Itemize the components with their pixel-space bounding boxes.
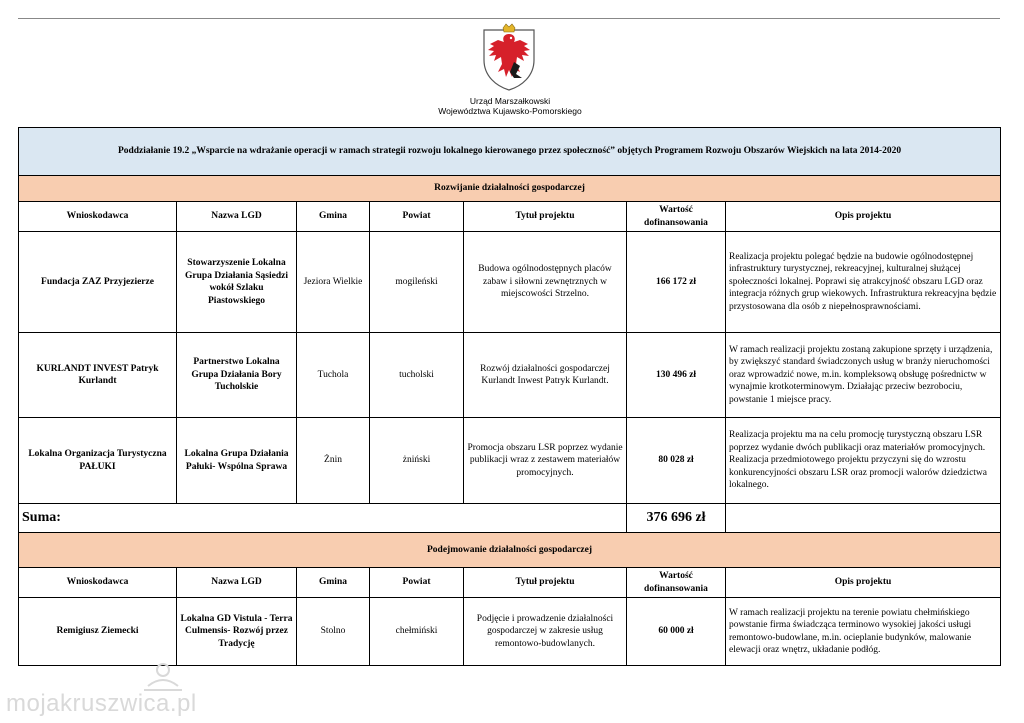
col-header-applicant: Wnioskodawca bbox=[19, 568, 177, 598]
lgd-cell: Lokalna Grupa Działania Pałuki- Wspólna Sprawa bbox=[177, 418, 297, 504]
top-rule bbox=[18, 18, 1000, 19]
table-title: Poddziałanie 19.2 „Wsparcie na wdrażanie operacji w ramach strategii rozwoju lokalnego kierowanego przez społeczność” objętych Programem Rozwoju Obszarów Wiejskich na lata 2014-2020 bbox=[19, 128, 1001, 176]
col-header-powiat: Powiat bbox=[370, 568, 464, 598]
table-row bbox=[19, 232, 1001, 333]
col-header-project-title: Tytuł projektu bbox=[464, 202, 627, 232]
applicant-cell: Remigiusz Ziemecki bbox=[19, 598, 177, 666]
lgd-cell: Stowarzyszenie Lokalna Grupa Działania Sąsiedzi wokół Szlaku Piastowskiego bbox=[177, 232, 297, 333]
gmina-cell: Żnin bbox=[297, 418, 370, 504]
office-line-1: Urząd Marszałkowski bbox=[469, 96, 551, 106]
table-title-row bbox=[19, 128, 1001, 176]
gmina-cell: Jeziora Wielkie bbox=[297, 232, 370, 333]
powiat-cell: mogileński bbox=[370, 232, 464, 333]
section-2-title: Podejmowanie działalności gospodarczej bbox=[19, 533, 1001, 568]
col-header-gmina: Gmina bbox=[297, 202, 370, 232]
project-title-cell: Rozwój działalności gospodarczej Kurlandt Inwest Patryk Kurlandt. bbox=[464, 333, 627, 418]
applicant-cell: KURLANDT INVEST Patryk Kurlandt bbox=[19, 333, 177, 418]
value-cell: 80 028 zł bbox=[627, 418, 726, 504]
col-header-value: Wartość dofinansowania bbox=[627, 202, 726, 232]
col-header-lgd: Nazwa LGD bbox=[177, 202, 297, 232]
table-row bbox=[19, 598, 1001, 666]
value-cell: 130 496 zł bbox=[627, 333, 726, 418]
gmina-cell: Stolno bbox=[297, 598, 370, 666]
applicant-cell: Lokalna Organizacja Turystyczna PAŁUKI bbox=[19, 418, 177, 504]
table-row bbox=[19, 418, 1001, 504]
sum-row bbox=[19, 504, 1001, 533]
col-header-description: Opis projektu bbox=[726, 202, 1001, 232]
gmina-cell: Tuchola bbox=[297, 333, 370, 418]
section-2-row bbox=[19, 533, 1001, 568]
project-title-cell: Podjęcie i prowadzenie działalności gospodarczej w zakresie usług remontowo-budowlanych. bbox=[464, 598, 627, 666]
value-cell: 60 000 zł bbox=[627, 598, 726, 666]
project-title-cell: Promocja obszaru LSR poprzez wydanie publikacji wraz z zestawem materiałów promocyjnych. bbox=[464, 418, 627, 504]
section-1-row bbox=[19, 176, 1001, 202]
description-cell: Realizacja projektu ma na celu promocję turystyczną obszaru LSR poprzez wydanie dwóch publikacji oraz materiałów promocyjnych. Realizacja przedmiotowego projektu przyczyni się do wzrostu konkurencyjności obszaru LSR oraz promocji walorów dziedzictwa lokalnego. bbox=[726, 418, 1001, 504]
value-cell: 166 172 zł bbox=[627, 232, 726, 333]
sum-label: Suma: bbox=[19, 504, 627, 533]
office-line-2: Województwa Kujawsko-Pomorskiego bbox=[438, 106, 582, 116]
col-header-applicant: Wnioskodawca bbox=[19, 202, 177, 232]
table-row bbox=[19, 333, 1001, 418]
col-header-description: Opis projektu bbox=[726, 568, 1001, 598]
header-row bbox=[19, 202, 1001, 232]
sum-empty-cell bbox=[726, 504, 1001, 533]
section-1-title: Rozwijanie działalności gospodarczej bbox=[19, 176, 1001, 202]
col-header-powiat: Powiat bbox=[370, 202, 464, 232]
office-header bbox=[380, 96, 640, 116]
col-header-value: Wartość dofinansowania bbox=[627, 568, 726, 598]
projects-table bbox=[18, 127, 1001, 666]
col-header-project-title: Tytuł projektu bbox=[464, 568, 627, 598]
applicant-cell: Fundacja ZAZ Przyjezierze bbox=[19, 232, 177, 333]
description-cell: W ramach realizacji projektu zostaną zakupione sprzęty i urządzenia, by zwiększyć standard świadczonych usług w branży nieruchomości oraz wprowadzić nowe, m.in. kompleksową obsługę pośrednictw w wynajmie krotkoterminowym. Działając przeciw bezrobociu, powstanie 1 miejsce pracy. bbox=[726, 333, 1001, 418]
coat-of-arms-logo bbox=[476, 22, 542, 92]
powiat-cell: chełmiński bbox=[370, 598, 464, 666]
project-title-cell: Budowa ogólnodostępnych placów zabaw i siłowni zewnętrznych w miejscowości Strzelno. bbox=[464, 232, 627, 333]
watermark-text: mojakruszwica.pl bbox=[6, 690, 197, 717]
lgd-cell: Lokalna GD Vistula - Terra Culmensis- Rozwój przez Tradycję bbox=[177, 598, 297, 666]
watermark-logo-icon bbox=[138, 660, 188, 692]
powiat-cell: żniński bbox=[370, 418, 464, 504]
header-row bbox=[19, 568, 1001, 598]
powiat-cell: tucholski bbox=[370, 333, 464, 418]
description-cell: W ramach realizacji projektu na terenie powiatu chełmińskiego powstanie firma świadcząca terminowo wysokiej jakości usługi remontowo-budowlane, m.in. ocieplanie budynków, malowanie elewacji oraz wnętrz, układanie podłóg. bbox=[726, 598, 1001, 666]
lgd-cell: Partnerstwo Lokalna Grupa Działania Bory Tucholskie bbox=[177, 333, 297, 418]
col-header-gmina: Gmina bbox=[297, 568, 370, 598]
col-header-lgd: Nazwa LGD bbox=[177, 568, 297, 598]
sum-value: 376 696 zł bbox=[627, 504, 726, 533]
description-cell: Realizacja projektu polegać będzie na budowie ogólnodostępnej infrastruktury turystycznej, rekreacyjnej, kulturalnej służącej społeczności lokalnej. Poprawi się atrakcyjność obszaru LGD oraz integracja różnych grup wiekowych. Infrastruktura rekreacyjna będzie przystosowana dla osób z niepełnosprawnościami. bbox=[726, 232, 1001, 333]
